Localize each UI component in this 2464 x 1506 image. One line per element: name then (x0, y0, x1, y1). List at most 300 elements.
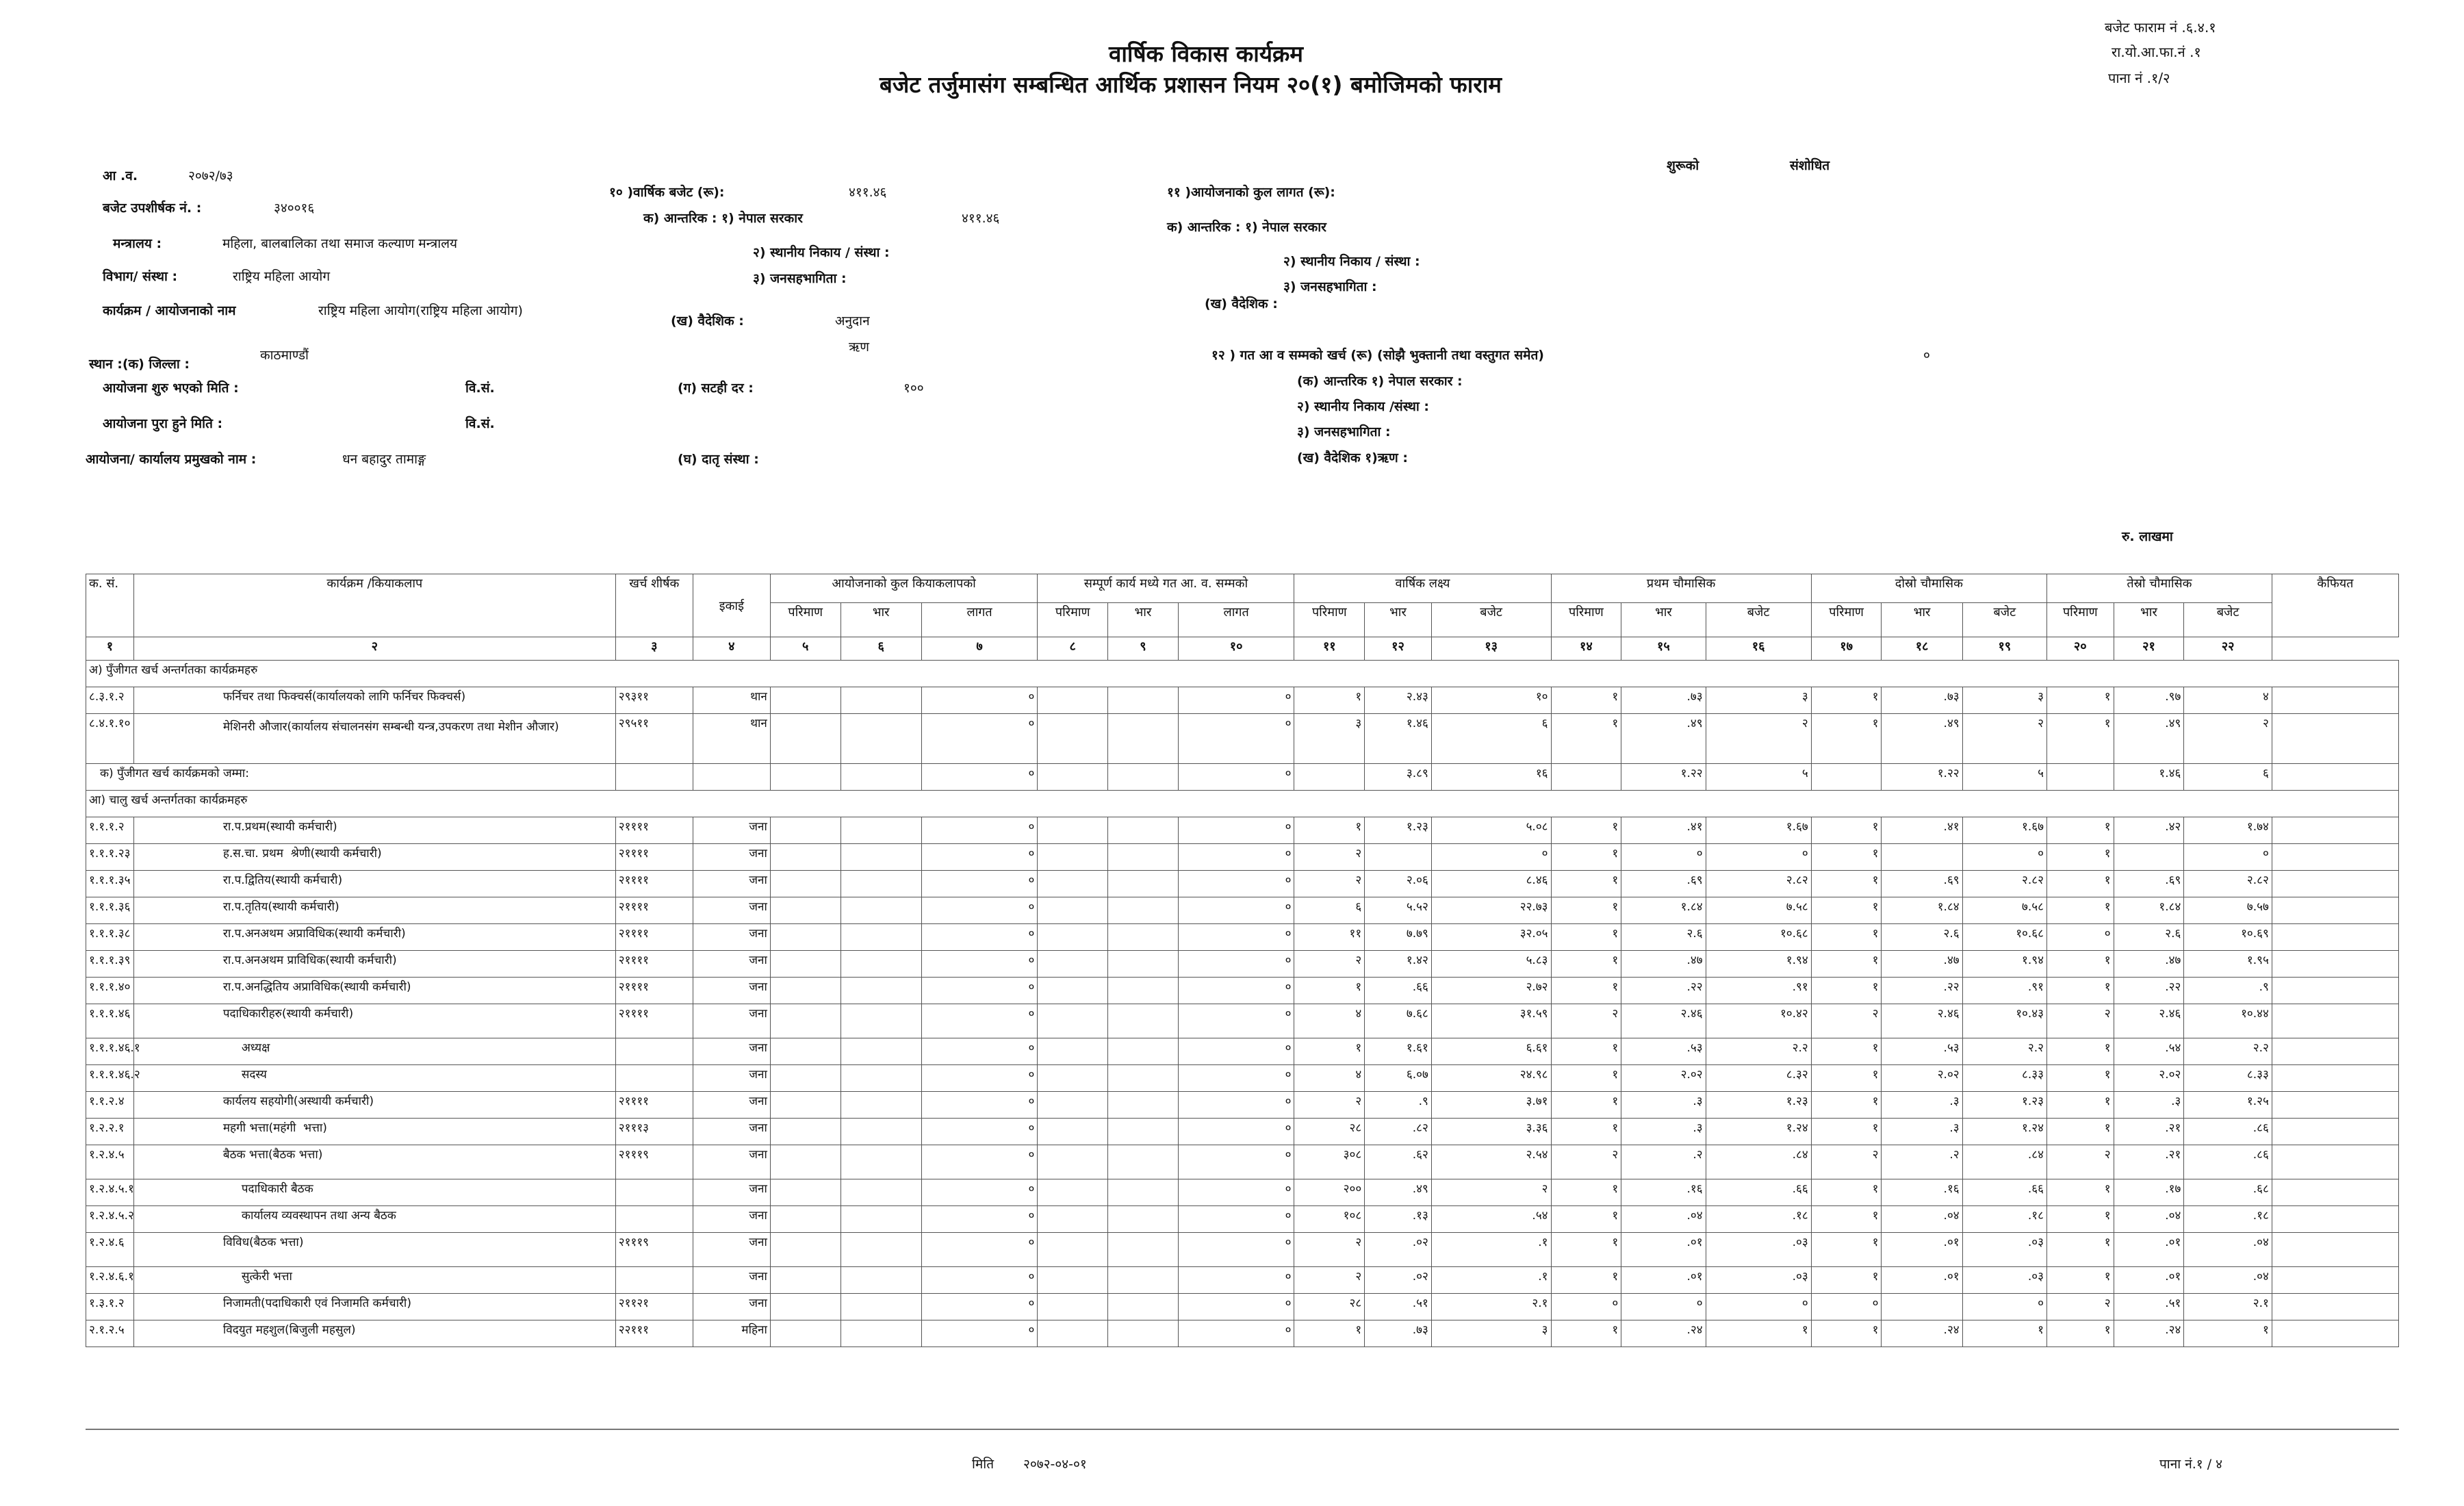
cell-exp-head: २१११९ (615, 1145, 693, 1179)
cell-exp-head (615, 764, 693, 791)
cell-value: २.१ (1431, 1294, 1551, 1320)
cell-remarks (2272, 1179, 2398, 1206)
cell-value: ० (1178, 1233, 1294, 1267)
cell-value: ६.६१ (1431, 1038, 1551, 1065)
cell-value: १ (2046, 897, 2114, 924)
cell-value: २ (1294, 871, 1365, 897)
cell-value: १.८४ (1621, 897, 1706, 924)
cell-value (840, 1145, 921, 1179)
cell-value (1108, 1294, 1179, 1320)
table-row (86, 1065, 2399, 1092)
cell-value: १.२३ (1706, 1092, 1811, 1119)
cell-sn: १.२.४.५.१ (86, 1179, 134, 1206)
col-unit: इकाई (693, 574, 770, 637)
cell-activity: मेशिनरी औजार(कार्यालय संचालनसंग सम्बन्धी यन्त्र,उपकरण तथा मेशीन औजार) (133, 714, 615, 764)
cell-value: ८.३३ (2184, 1065, 2272, 1092)
cell-value: ० (921, 978, 1038, 1004)
cell-value: १.६१ (1365, 1038, 1432, 1065)
cell-sn: ८.३.१.२ (86, 687, 134, 714)
cell-value: .६६ (1962, 1179, 2046, 1206)
cell-value: २.४६ (2114, 1004, 2184, 1038)
cell-value: १ (1551, 1320, 1621, 1347)
cell-value: .०४ (2184, 1233, 2272, 1267)
cell-value: १.९४ (1706, 951, 1811, 978)
cell-value (1108, 924, 1179, 951)
cell-value: .०३ (1962, 1233, 2046, 1267)
cell-exp-head (615, 1179, 693, 1206)
cell-value (1038, 1038, 1108, 1065)
cell-remarks (2272, 1004, 2398, 1038)
cell-value: २.६ (1621, 924, 1706, 951)
cell-value: १०.४४ (2184, 1004, 2272, 1038)
cell-remarks (2272, 871, 2398, 897)
cell-value: .०१ (1882, 1267, 1962, 1294)
cell-value: ३२.०५ (1431, 924, 1551, 951)
cell-value: ४ (2184, 687, 2272, 714)
cell-value (1882, 1294, 1962, 1320)
cell-value: १.९५ (2184, 951, 2272, 978)
cell-value: .५३ (1621, 1038, 1706, 1065)
cell-value: १ (1551, 951, 1621, 978)
cell-value: .७३ (1882, 687, 1962, 714)
cell-value: ० (1178, 924, 1294, 951)
total-label: क) पुँजीगत खर्च कार्यक्रमको जम्मा: (86, 764, 616, 791)
end-date-label: आयोजना पुरा हुने मिति : (103, 416, 223, 431)
cell-value: .८६ (2184, 1145, 2272, 1179)
table-row (86, 817, 2399, 844)
cell-value: ० (1178, 1038, 1294, 1065)
cell-sn: १.१.१.३९ (86, 951, 134, 978)
cell-value: .२२ (2114, 978, 2184, 1004)
cell-value: .१८ (1962, 1206, 2046, 1233)
cell-exp-head: २११११ (615, 897, 693, 924)
cell-value (770, 1092, 840, 1119)
cell-value: .८६ (2184, 1119, 2272, 1145)
cell-value: १ (1811, 1233, 1882, 1267)
cell-value: १ (1551, 1233, 1621, 1267)
cell-unit: जना (693, 1004, 770, 1038)
col-number: ८ (1038, 637, 1108, 661)
cell-value: १.६७ (1706, 817, 1811, 844)
cell-remarks (2272, 1145, 2398, 1179)
chief-label: आयोजना/ कार्यालय प्रमुखको नाम : (86, 452, 257, 467)
cell-value: .१७ (2114, 1179, 2184, 1206)
cell-value: १ (1551, 1065, 1621, 1092)
cell-value: ० (921, 1065, 1038, 1092)
cell-value: ७.५७ (2184, 897, 2272, 924)
cell-value (1038, 871, 1108, 897)
cell-value (770, 844, 840, 871)
cell-value: १ (2046, 1233, 2114, 1267)
cell-value: १ (2046, 1065, 2114, 1092)
cell-value (840, 764, 921, 791)
cell-remarks (2272, 764, 2398, 791)
cell-value: .२४ (1621, 1320, 1706, 1347)
cell-value: २०० (1294, 1179, 1365, 1206)
cell-value: १ (2046, 951, 2114, 978)
cell-value: १ (2046, 1038, 2114, 1065)
cell-value: १ (2046, 1119, 2114, 1145)
cell-sn: १.१.१.३८ (86, 924, 134, 951)
cell-value: २.०२ (1621, 1065, 1706, 1092)
table-row (86, 924, 2399, 951)
cell-activity: रा.प.द्वितिय(स्थायी कर्मचारी) (133, 871, 615, 897)
cell-value: २ (1294, 1267, 1365, 1294)
expense-foreign-label: (ख) वैदेशिक १)ऋण : (1297, 450, 1408, 465)
cell-exp-head: २११२१ (615, 1294, 693, 1320)
cell-value: २ (1294, 951, 1365, 978)
cell-value (1108, 871, 1179, 897)
cell-value: १ (1551, 1038, 1621, 1065)
cell-value: ० (921, 1119, 1038, 1145)
cell-value: २ (2046, 1294, 2114, 1320)
cell-value (770, 951, 840, 978)
cell-value: .४७ (2114, 951, 2184, 978)
cell-value (1108, 844, 1179, 871)
cell-unit: जना (693, 1233, 770, 1267)
table-row (86, 1145, 2399, 1179)
cell-value: .५१ (2114, 1294, 2184, 1320)
project-cost-label: ११ )आयोजनाको कुल लागत (रू): (1167, 185, 1335, 200)
cell-value: .५४ (1431, 1206, 1551, 1233)
cell-value: १ (2046, 1267, 2114, 1294)
footer-divider (86, 1429, 2399, 1430)
cell-exp-head: २११११ (615, 844, 693, 871)
budget-sub-value: ३४००१६ (274, 201, 315, 216)
cell-value (770, 687, 840, 714)
cell-value: ८.४६ (1431, 871, 1551, 897)
cell-activity: विविध(बैठक भत्ता) (133, 1233, 615, 1267)
cell-value: १ (1962, 1320, 2046, 1347)
cell-unit: जना (693, 1267, 770, 1294)
table-row (86, 1119, 2399, 1145)
cell-value (1108, 1119, 1179, 1145)
cell-value (840, 1206, 921, 1233)
cell-unit: जना (693, 1145, 770, 1179)
cell-value (770, 978, 840, 1004)
cell-unit: जना (693, 1179, 770, 1206)
cell-value: .९१ (1706, 978, 1811, 1004)
cell-value (770, 1119, 840, 1145)
cell-value: .९७ (2114, 687, 2184, 714)
cell-value: .९१ (1962, 978, 2046, 1004)
cell-value: .०३ (1706, 1233, 1811, 1267)
cell-value (1108, 1065, 1179, 1092)
cell-value: १ (1811, 1267, 1882, 1294)
cell-value: ० (1962, 844, 2046, 871)
cell-value: .६६ (1706, 1179, 1811, 1206)
cell-value: ६.०७ (1365, 1065, 1432, 1092)
cell-value: १ (1811, 1092, 1882, 1119)
col-total-project: आयोजनाको कुल कियाकलापको (770, 574, 1038, 603)
cell-value: .४१ (1621, 817, 1706, 844)
table-row (86, 1092, 2399, 1119)
cell-remarks (2272, 924, 2398, 951)
end-date-bs: वि.सं. (465, 416, 495, 431)
cell-value (1038, 1092, 1108, 1119)
col-number: १९ (1962, 637, 2046, 661)
cell-value: .२१ (2114, 1119, 2184, 1145)
cell-value (1108, 1233, 1179, 1267)
cell-value: ० (1178, 897, 1294, 924)
cell-unit: जना (693, 951, 770, 978)
foreign-label: (ख) वैदेशिक : (671, 314, 744, 329)
cell-sn: १.१.१.२३ (86, 844, 134, 871)
cell-value: ० (1178, 1294, 1294, 1320)
table-row (86, 1179, 2399, 1206)
cell-value: १ (2046, 714, 2114, 764)
cell-unit: जना (693, 978, 770, 1004)
cell-value: १ (1551, 817, 1621, 844)
cell-value: १ (1811, 951, 1882, 978)
cell-value (840, 1119, 921, 1145)
cell-value: २ (2046, 1004, 2114, 1038)
cell-value: २.५४ (1431, 1145, 1551, 1179)
subcol-budget: बजेट (1431, 603, 1551, 637)
cell-unit: जना (693, 871, 770, 897)
cell-value: ३.८९ (1365, 764, 1432, 791)
page-title: वार्षिक विकास कार्यक्रम (1109, 40, 1304, 67)
page-subtitle: बजेट तर्जुमासंग सम्बन्धित आर्थिक प्रशासन नियम २०(१) बमोजिमको फाराम (880, 71, 1502, 98)
cell-value: .४९ (1365, 1179, 1432, 1206)
cell-value: १.४६ (2114, 764, 2184, 791)
cell-sn: १.१.१.२ (86, 817, 134, 844)
cell-value: ५.०८ (1431, 817, 1551, 844)
col-activity: कार्यक्रम /कियाकलाप (133, 574, 615, 637)
cell-value: ० (921, 714, 1038, 764)
loan-label: ऋण (849, 340, 869, 355)
col-q1: प्रथम चौमासिक (1551, 574, 1811, 603)
cell-value: १ (1811, 924, 1882, 951)
cell-value: १.९४ (1962, 951, 2046, 978)
cell-value: १ (1811, 1206, 1882, 1233)
col-number: १३ (1431, 637, 1551, 661)
col-number: ३ (615, 637, 693, 661)
program-label: कार्यक्रम / आयोजनाको नाम (103, 303, 236, 318)
cell-value: .८४ (1962, 1145, 2046, 1179)
fy-value: २०७२/७३ (188, 168, 233, 183)
cell-value: १०.६८ (1706, 924, 1811, 951)
col-number: ७ (921, 637, 1038, 661)
col-number: २० (2046, 637, 2114, 661)
cell-value: ० (1178, 978, 1294, 1004)
cell-value: .०४ (2184, 1267, 2272, 1294)
cell-sn: १.१.१.३५ (86, 871, 134, 897)
cell-value: ४ (1294, 1004, 1365, 1038)
subcol-weight: भार (1108, 603, 1179, 637)
cell-value (840, 1179, 921, 1206)
subcol-budget: बजेट (2184, 603, 2272, 637)
cell-value (1108, 714, 1179, 764)
cell-value: १ (1811, 1038, 1882, 1065)
cell-value: २.६ (1882, 924, 1962, 951)
cell-value: ० (1621, 844, 1706, 871)
cell-activity: कार्यलय सहयाेगी(अस्थायी कर्मचारी) (133, 1092, 615, 1119)
cell-value: ० (1706, 1294, 1811, 1320)
table-row (86, 1004, 2399, 1038)
cell-exp-head: २९५११ (615, 714, 693, 764)
cell-value: १ (1551, 1206, 1621, 1233)
cell-value: .५४ (2114, 1038, 2184, 1065)
cell-sn: १.२.४.५.२ (86, 1206, 134, 1233)
section-label: अ) पुँजीगत खर्च अन्तर्गतका कार्यक्रमहरु (86, 661, 2399, 687)
cell-value: १ (1551, 714, 1621, 764)
cell-value: ० (1621, 1294, 1706, 1320)
cell-value (770, 1320, 840, 1347)
cell-value: १ (1551, 1119, 1621, 1145)
cell-activity: रा.प.अनद्धितिय अप्राविधिक(स्थायी कर्मचारी) (133, 978, 615, 1004)
cell-activity: विदयुत महशुल(बिजुली महसुल) (133, 1320, 615, 1347)
cell-value (840, 978, 921, 1004)
cell-value: ० (1178, 1145, 1294, 1179)
cell-value (770, 897, 840, 924)
cell-activity: बैठक भत्ता(बैठक भत्ता) (133, 1145, 615, 1179)
cell-unit: जना (693, 1065, 770, 1092)
cell-value: ११ (1294, 924, 1365, 951)
cell-value (1108, 951, 1179, 978)
unit-note: रु. लाखमा (2122, 529, 2173, 544)
cell-unit: थान (693, 714, 770, 764)
cell-activity: फर्निचर तथा फिक्चर्स(कार्यालयको लागि फर्निचर फिक्चर्स) (133, 687, 615, 714)
cell-value: .४२ (2114, 817, 2184, 844)
cell-sn: १.३.१.२ (86, 1294, 134, 1320)
cell-value: १.२२ (1621, 764, 1706, 791)
cell-value (1108, 1267, 1179, 1294)
cell-value: ० (921, 1206, 1038, 1233)
cell-value (770, 714, 840, 764)
donor-label: (घ) दातृ संस्था : (678, 452, 759, 467)
col-exp-head: खर्च शीर्षक (615, 574, 693, 637)
cell-value: .६८ (2184, 1179, 2272, 1206)
cell-value: ७.५८ (1962, 897, 2046, 924)
table-row (86, 978, 2399, 1004)
cell-value: १.२३ (1962, 1092, 2046, 1119)
cell-exp-head: २११११ (615, 1092, 693, 1119)
cell-value: १ (2046, 1206, 2114, 1233)
section-label: आ) चालु खर्च अन्तर्गतका कार्यक्रमहरु (86, 791, 2399, 817)
cell-value: .२२ (1621, 978, 1706, 1004)
table-row (86, 871, 2399, 897)
cell-value: ३ (1431, 1320, 1551, 1347)
exchange-rate-label: (ग) सटही दर : (678, 381, 754, 396)
cell-value (1108, 1206, 1179, 1233)
cell-value (1038, 1206, 1108, 1233)
cell-value: ४ (1294, 1065, 1365, 1092)
cell-value: .८२ (1365, 1119, 1432, 1145)
cell-value: १ (1551, 924, 1621, 951)
cell-value (1108, 764, 1179, 791)
cell-value (770, 1038, 840, 1065)
cell-value: ० (1178, 764, 1294, 791)
cell-exp-head (615, 1038, 693, 1065)
cell-value: .०४ (2114, 1206, 2184, 1233)
cell-value: २.४६ (1882, 1004, 1962, 1038)
cell-value: ० (921, 1233, 1038, 1267)
cell-value: २ (1294, 1092, 1365, 1119)
cell-value: .६९ (1621, 871, 1706, 897)
cell-activity: सदस्य (133, 1065, 615, 1092)
cell-value: १०.४३ (1962, 1004, 2046, 1038)
cell-value (840, 714, 921, 764)
public-participation-label: ३) जनसहभागिता : (753, 271, 847, 286)
cell-value: २ (1811, 1004, 1882, 1038)
col-number: ४ (693, 637, 770, 661)
cell-value: १.७४ (2184, 817, 2272, 844)
cell-exp-head: २१११३ (615, 1119, 693, 1145)
cell-unit: जना (693, 1038, 770, 1065)
cell-value: ० (1178, 817, 1294, 844)
revised-label: संशोधित (1790, 158, 1830, 173)
cell-value: १ (1706, 1320, 1811, 1347)
cell-value: १ (1551, 897, 1621, 924)
expense-internal-label: (क) आन्तरिक १) नेपाल सरकार : (1297, 374, 1463, 389)
cell-value: १ (2046, 817, 2114, 844)
cell-value: १ (1811, 687, 1882, 714)
ministry-value: महिला, बालबालिका तथा समाज कल्याण मन्त्रालय (222, 236, 458, 251)
cell-exp-head: २९३११ (615, 687, 693, 714)
cell-value: ५.८३ (1431, 951, 1551, 978)
cell-value (1108, 1038, 1179, 1065)
cell-value (840, 817, 921, 844)
cell-exp-head (615, 1065, 693, 1092)
cell-value: ० (1178, 687, 1294, 714)
cell-exp-head: २११११ (615, 1004, 693, 1038)
subcol-cost: लागत (921, 603, 1038, 637)
cell-value: १ (1551, 978, 1621, 1004)
col-number: १ (86, 637, 134, 661)
cell-unit: जना (693, 897, 770, 924)
cell-value: ३ (1294, 714, 1365, 764)
cell-value: २.८२ (1962, 871, 2046, 897)
table-row (86, 1267, 2399, 1294)
col-completed: सम्पूर्ण कार्य मध्ये गत आ. व. सम्मको (1038, 574, 1294, 603)
cell-value (1038, 687, 1108, 714)
cell-value: .३ (1882, 1119, 1962, 1145)
cell-value: .०४ (1621, 1206, 1706, 1233)
page-reference: पाना नं .१/२ (2108, 70, 2170, 86)
cell-activity: सुत्केरी भत्ता (133, 1267, 615, 1294)
cell-exp-head: २११११ (615, 951, 693, 978)
table-row (86, 1206, 2399, 1233)
cell-value: .३ (1621, 1119, 1706, 1145)
cell-value: ७.५८ (1706, 897, 1811, 924)
footer-date-value: २०७२-०४-०१ (1023, 1457, 1087, 1472)
cell-value: ० (1962, 1294, 2046, 1320)
cell-sn: १.१.१.३६ (86, 897, 134, 924)
cell-value (770, 1267, 840, 1294)
cell-value (2046, 764, 2114, 791)
footer-page: पाना नं.१ / ४ (2159, 1457, 2223, 1472)
cell-value: .०२ (1365, 1233, 1432, 1267)
col-number: २२ (2184, 637, 2272, 661)
cell-value: १ (1811, 714, 1882, 764)
prior-expense-label: १२ ) गत आ व सम्मको खर्च (रू) (सोझै भुक्तानी तथा वस्तुगत समेत) (1211, 348, 1544, 363)
cell-value: १ (1811, 978, 1882, 1004)
col-number: २१ (2114, 637, 2184, 661)
cell-value: ० (1178, 1267, 1294, 1294)
cell-value: १ (2046, 844, 2114, 871)
cell-value: २८ (1294, 1294, 1365, 1320)
cell-exp-head (615, 1206, 693, 1233)
cell-value: १ (2046, 978, 2114, 1004)
cell-value: १ (2046, 687, 2114, 714)
cell-sn: २.१.२.५ (86, 1320, 134, 1347)
table-row (86, 1320, 2399, 1347)
cell-value: ६ (2184, 764, 2272, 791)
cell-value: ३०८ (1294, 1145, 1365, 1179)
col-number: ६ (840, 637, 921, 661)
cell-value: २.६ (2114, 924, 2184, 951)
